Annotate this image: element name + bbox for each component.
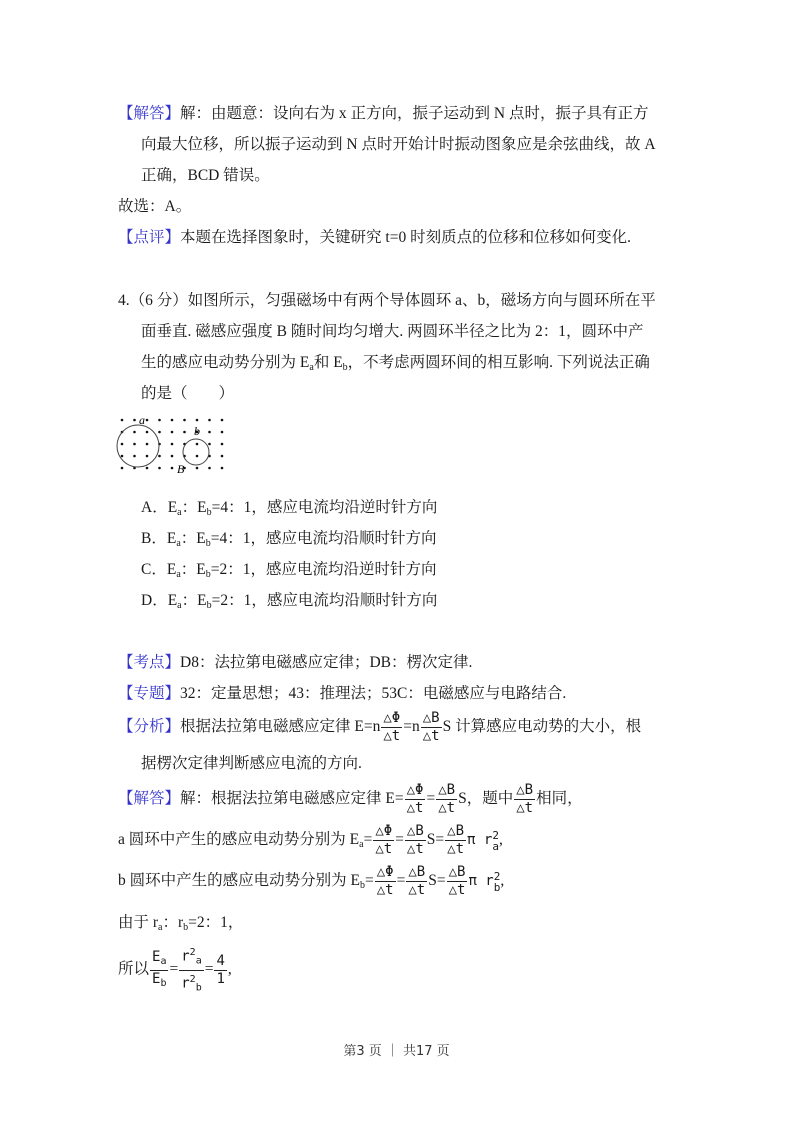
field-dot bbox=[133, 419, 136, 422]
radius-ratio: 由于 $r_a$：$r_b=2$：1， bbox=[118, 914, 244, 933]
field-dot bbox=[158, 455, 161, 458]
field-dot bbox=[171, 431, 174, 434]
comment-tag: 【点评】 bbox=[118, 229, 181, 246]
fraction-db-dt: $\frac{\triangle B}{\triangle t}$ bbox=[422, 710, 440, 744]
solution-line-1: 【解答】解：根据法拉第电磁感应定律 E= $\frac{\triangle\Phi}{\triangle t}$ = $\frac{\triangle B}{\triangle t}$ S，题中 $\frac{\triangle B}{\triangle t}$ 相同， bbox=[118, 782, 583, 816]
question-number: 4. bbox=[118, 292, 130, 309]
field-dot bbox=[208, 419, 211, 422]
field-dot bbox=[196, 419, 199, 422]
field-dot bbox=[183, 419, 186, 422]
field-dot bbox=[146, 455, 149, 458]
field-dot bbox=[208, 443, 211, 446]
fraction-ea-eb: $\frac{E_a}{E_b}$ bbox=[152, 948, 167, 989]
conclusion: 所以 $\frac{E_a}{E_b}$ = $\frac{r^2_a}{r^2_b}$ = $\frac{4}{1}$ , bbox=[118, 944, 232, 996]
answer-tag: 【解答】 bbox=[118, 105, 181, 122]
field-dot bbox=[196, 467, 199, 470]
label-field-b: B bbox=[177, 462, 185, 474]
field-dot bbox=[146, 431, 149, 434]
analysis-line-2: 据楞次定律判断感应电流的方向. bbox=[141, 755, 362, 772]
field-dot bbox=[121, 443, 124, 446]
field-dot bbox=[121, 455, 124, 458]
prev-answer-line-3: 正确，BCD 错误。 bbox=[141, 167, 270, 184]
field-dot bbox=[146, 419, 149, 422]
question-score: （6 分） bbox=[129, 292, 188, 309]
prev-comment: 【点评】本题在选择图象时，关键研究 t=0 时刻质点的位移和位移如何变化. bbox=[118, 229, 631, 246]
ring-a bbox=[117, 425, 159, 467]
field-dot bbox=[221, 431, 224, 434]
field-dot bbox=[171, 455, 174, 458]
field-dot bbox=[196, 455, 199, 458]
field-dot bbox=[221, 443, 224, 446]
field-dot bbox=[171, 467, 174, 470]
field-dot bbox=[171, 419, 174, 422]
field-dot bbox=[158, 419, 161, 422]
field-dot bbox=[158, 431, 161, 434]
question-line-3: 生的感应电动势分别为 $E_a$和 $E_b$，不考虑两圆环间的相互影响. 下列说法正确 bbox=[141, 354, 650, 373]
prev-answer-line-2: 向最大位移，所以振子运动到 N 点时开始计时振动图象应是余弦曲线，故 A bbox=[141, 136, 656, 153]
magnetic-field-figure bbox=[116, 414, 226, 479]
label-b: b bbox=[194, 424, 200, 438]
field-dot bbox=[221, 419, 224, 422]
option-d: D．$E_a$：$E_b=2$：1，感应电流均沿顺时针方向 bbox=[141, 592, 438, 611]
solution-line-a: a 圆环中产生的感应电动势分别为 $E_a=$ $\frac{\triangle\Phi}{\triangle t}$ = $\frac{\triangle B}{\triangle t}$ S= $\frac{\triangle B}{\triangle t}$ π r 2 a , bbox=[118, 823, 503, 857]
field-dot bbox=[133, 431, 136, 434]
fraction-ra2-rb2: $\frac{r^2_a}{r^2_b}$ bbox=[179, 944, 204, 996]
ring-b bbox=[183, 439, 209, 465]
field-dots bbox=[121, 419, 224, 470]
field-dot bbox=[146, 443, 149, 446]
field-dot bbox=[171, 443, 174, 446]
field-dot bbox=[133, 455, 136, 458]
field-dot bbox=[133, 443, 136, 446]
topic: 【专题】32：定量思想；43：推理法；53C：电磁感应与电路结合. bbox=[118, 685, 567, 702]
label-a: a bbox=[139, 414, 145, 427]
question-line-1: 4.（6 分）如图所示，匀强磁场中有两个导体圆环 a、b，磁场方向与圆环所在平 bbox=[118, 292, 656, 309]
option-b: B．$E_a$：$E_b=4$：1，感应电流均沿顺时针方向 bbox=[141, 530, 437, 549]
page-footer: 第3 页 ｜ 共17 页 bbox=[343, 1044, 450, 1059]
knowledge-point: 【考点】D8：法拉第电磁感应定律；DB：楞次定律. bbox=[118, 654, 473, 671]
field-dot bbox=[221, 467, 224, 470]
fraction-dphi-dt: $\frac{\triangle\Phi}{\triangle t}$ bbox=[383, 710, 401, 744]
field-dot bbox=[208, 431, 211, 434]
question-line-4: 的是（ ） bbox=[141, 385, 235, 402]
field-dot bbox=[221, 455, 224, 458]
prev-answer-line-1: 【解答】解：由题意：设向右为 x 正方向，振子运动到 N 点时，振子具有正方 bbox=[118, 105, 649, 122]
field-dot bbox=[121, 467, 124, 470]
field-dot bbox=[158, 467, 161, 470]
field-dot bbox=[183, 431, 186, 434]
solution-line-b: b 圆环中产生的感应电动势分别为 $E_b=$ $\frac{\triangle\Phi}{\triangle t}$ = $\frac{\triangle B}{\triangle t}$ S= $\frac{\triangle B}{\triangle t}$ π r 2 b , bbox=[118, 864, 505, 898]
option-c: C．$E_a$：$E_b=2$：1，感应电流均沿逆时针方向 bbox=[141, 561, 437, 580]
analysis-line-1: 【分析】根据法拉第电磁感应定律 E=n $\frac{\triangle\Phi}{\triangle t}$ =n $\frac{\triangle B}{\triangle t}$ S 计算感应电动势的大小，根 bbox=[118, 710, 642, 744]
figure-svg bbox=[116, 414, 226, 474]
option-a: A．$E_a$：$E_b=4$：1，感应电流均沿逆时针方向 bbox=[141, 499, 438, 518]
fraction-result: $\frac{4}{1}$ bbox=[216, 952, 225, 987]
field-dot bbox=[196, 443, 199, 446]
field-dot bbox=[208, 467, 211, 470]
question-line-2: 面垂直. 磁感应强度 B 随时间均匀增大. 两圆环半径之比为 2：1，圆环中产 bbox=[141, 323, 644, 340]
field-dot bbox=[146, 467, 149, 470]
field-dot bbox=[121, 419, 124, 422]
prev-answer-choice: 故选：A。 bbox=[118, 198, 192, 215]
